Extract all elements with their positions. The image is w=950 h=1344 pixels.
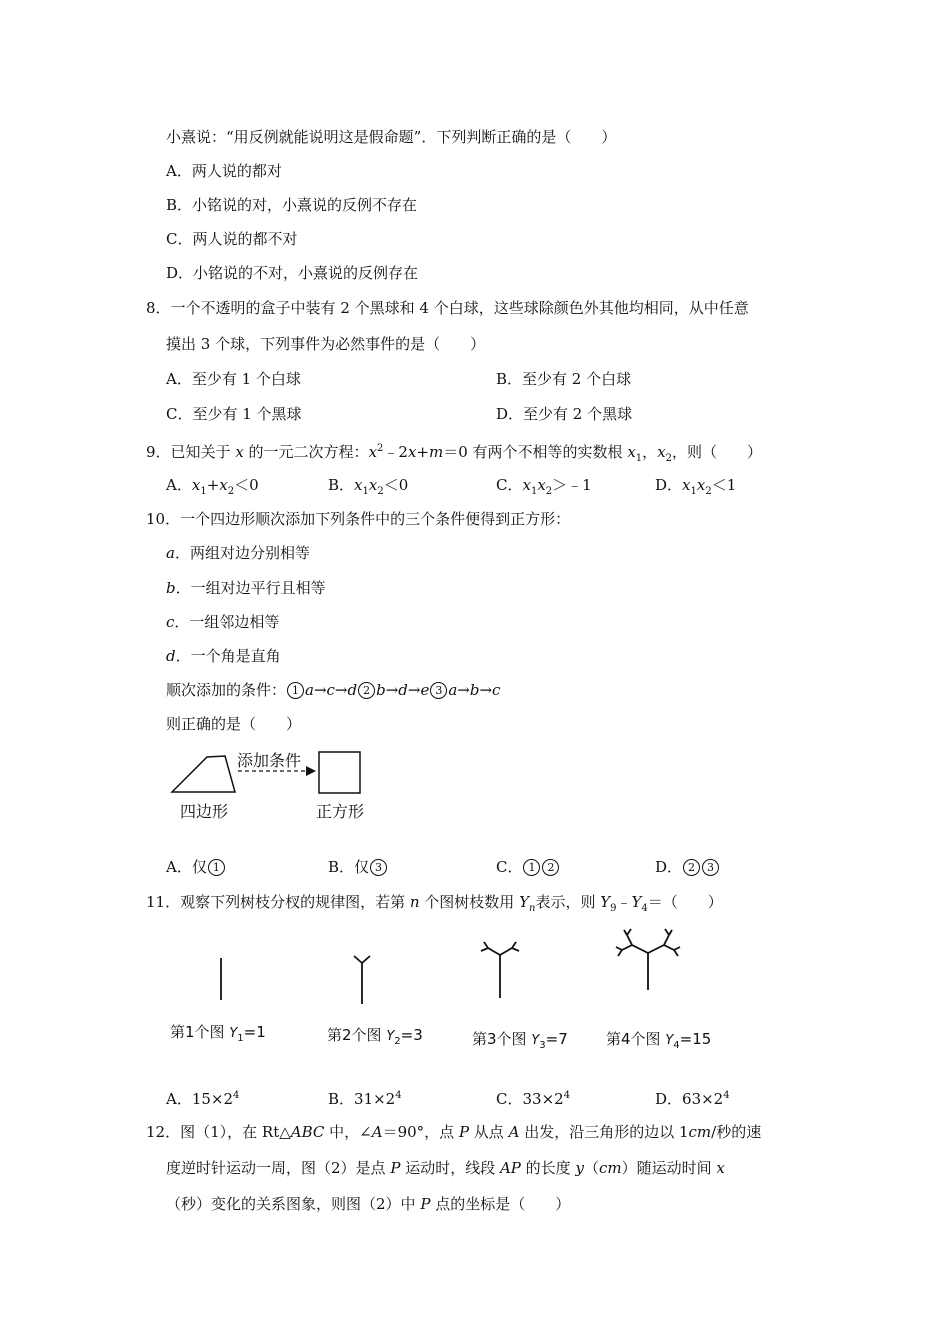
q9-option-a[interactable]: A．$x_1+x_2<0$ [166,476,259,497]
fig-arrow-label: 添加条件 [237,751,302,770]
tree-caption-2: 第2个图 $Y_2=3$ [327,1026,423,1047]
tree-caption-1: 第1个图 $Y_1=1$ [170,1023,266,1044]
q8-stem-line2: 摸出 3 个球，下列事件为必然事件的是（ ） [166,335,486,353]
q11-option-b[interactable]: B．$31\times 2^4$ [328,1090,402,1108]
q9-stem: 9．已知关于 x 的一元二次方程：$x^2﹣2x+m=0$ 有两个不相等的实数根 $x_1$，$x_2$，则（ ） [146,443,763,464]
tree-2 [354,956,370,1004]
tree-caption-4: 第4个图 $Y_4=15$ [606,1030,712,1051]
q12-stem-line3: （秒）变化的关系图象，则图（2）中 P 点的坐标是（ ） [166,1195,571,1213]
q7-statement: 小熹说：“用反例就能说明这是假命题”．下列判断正确的是（ ） [166,128,617,146]
q10-condition-c: c．一组邻边相等 [166,613,280,631]
q11-stem: 11．观察下列树枝分杈的规律图，若第 n 个图树枝数用 $Y_n$表示，则 $Y_9﹣Y_4=$（ ） [146,893,723,914]
q9-option-b[interactable]: B．$x_1x_2<0$ [328,476,409,497]
q7-option-a[interactable]: A．两人说的都对 [166,162,282,180]
q10-option-c[interactable]: C． 1 2 [496,857,560,877]
q10-condition-a: a．两组对边分别相等 [166,544,310,562]
q10-condition-d: d．一个角是直角 [166,647,281,665]
q7-option-c[interactable]: C．两人说的都不对 [166,230,298,248]
tree-4 [616,929,680,990]
q8-option-a[interactable]: A．至少有 1 个白球 [166,370,301,388]
q7-option-b[interactable]: B．小铭说的对，小熹说的反例不存在 [166,196,418,214]
q8-option-c[interactable]: C．至少有 1 个黑球 [166,405,302,423]
q8-option-d[interactable]: D．至少有 2 个黑球 [496,405,633,423]
q11-option-d[interactable]: D．$63\times 2^4$ [655,1090,730,1108]
q10-option-a[interactable]: A．仅 1 [166,857,226,877]
q9-option-c[interactable]: C．$x_1x_2>﹣1$ [496,476,592,497]
q10-sequences: 顺次添加的条件： 1 a→c→d 2 b→d→e 3 a→b→c [166,681,501,699]
tree-3 [481,942,519,998]
q11-option-c[interactable]: C．$33\times 2^4$ [496,1090,571,1108]
fig-quadrilateral-label: 四边形 [180,802,229,821]
fig-square-label: 正方形 [316,802,365,821]
q9-option-d[interactable]: D．$x_1x_2<1$ [655,476,737,497]
q8-stem-line1: 8．一个不透明的盒子中装有 2 个黑球和 4 个白球，这些球除颜色外其他均相同，从中任意 [146,299,749,317]
q10-option-b[interactable]: B．仅 3 [328,857,388,877]
q8-option-b[interactable]: B．至少有 2 个白球 [496,370,632,388]
q10-stem: 10．一个四边形顺次添加下列条件中的三个条件便得到正方形： [146,510,571,528]
q7-option-d[interactable]: D．小铭说的不对，小熹说的反例存在 [166,264,419,282]
q10-ask: 则正确的是（ ） [166,715,302,733]
q12-stem-line1: 12．图（1），在 Rt△ABC 中，∠A＝90°，点 P 从点 A 出发，沿三角形的边以 1cm/秒的速 [146,1123,762,1141]
tree-caption-3: 第3个图 $Y_3=7$ [472,1030,568,1051]
q11-option-a[interactable]: A．$15\times 2^4$ [166,1090,240,1108]
q10-condition-b: b．一组对边平行且相等 [166,579,326,597]
q10-option-d[interactable]: D． 2 3 [655,857,720,877]
q12-stem-line2: 度逆时针运动一周，图（2）是点 P 运动时，线段 AP 的长度 y（cm）随运动时间 x [166,1159,725,1177]
